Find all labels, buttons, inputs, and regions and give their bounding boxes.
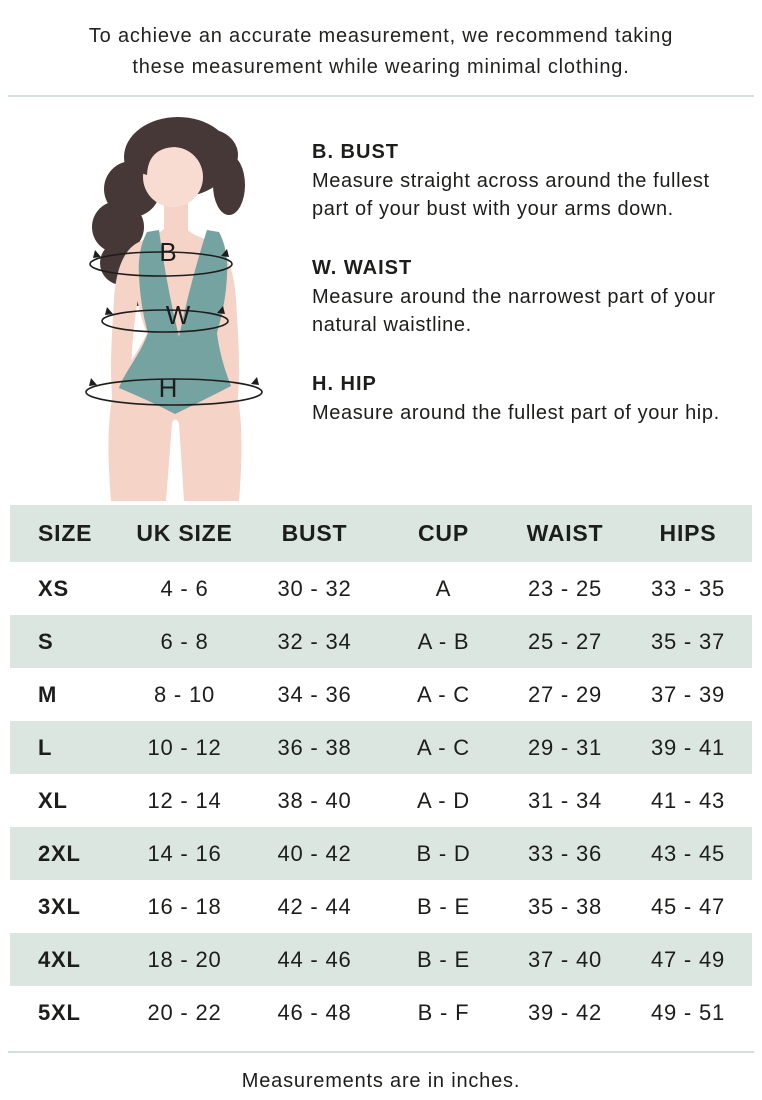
waist-section: [312, 257, 722, 339]
table-cell: 47 - 49: [650, 946, 726, 972]
table-cell: 45 - 47: [650, 893, 726, 919]
table-row: [10, 986, 752, 1039]
table-cell: 12 - 14: [147, 787, 222, 813]
table-cell: 4 - 6: [160, 575, 209, 601]
table-cell: 37 - 40: [527, 946, 603, 972]
table-row: [10, 562, 752, 615]
table-row: [10, 827, 752, 880]
waist-arrow-left: [105, 307, 113, 315]
table-cell: HIPS: [659, 520, 717, 546]
table-cell: 2XL: [38, 840, 81, 866]
table-cell: 4XL: [38, 946, 81, 972]
table-cell: B - F: [417, 999, 470, 1025]
table-row: [10, 721, 752, 774]
bust-arrow-left: [93, 250, 101, 258]
table-cell: 16 - 18: [147, 893, 222, 919]
hip-arrow-right: [251, 377, 259, 385]
table-cell: 33 - 36: [527, 840, 603, 866]
table-cell: L: [38, 734, 53, 760]
table-cell: A - B: [417, 628, 470, 654]
units-note: Measurements are in inches.: [241, 1070, 521, 1092]
table-cell: CUP: [418, 520, 469, 546]
table-cell: 46 - 48: [277, 999, 352, 1025]
table-cell: 8 - 10: [153, 681, 216, 707]
table-cell: 36 - 38: [277, 734, 352, 760]
measurement-guide-section: [0, 97, 762, 503]
table-cell: 27 - 29: [527, 681, 603, 707]
waist-description: Measure around the narrowest part of your natural waistline.: [312, 286, 716, 336]
table-cell: 39 - 41: [650, 734, 726, 760]
table-cell: 14 - 16: [147, 840, 222, 866]
intro-line-2: these measurement while wearing minimal clothing.: [132, 56, 630, 78]
table-cell: 10 - 12: [147, 734, 222, 760]
bust-section: [312, 141, 722, 223]
table-cell: B - D: [416, 840, 471, 866]
table-cell: S: [38, 628, 54, 654]
hip-section: [312, 373, 722, 427]
table-cell: 35 - 37: [650, 628, 726, 654]
hip-arrow-left: [89, 378, 97, 386]
table-cell: 25 - 27: [527, 628, 603, 654]
waist-heading: W. WAIST: [312, 257, 413, 279]
hip-heading: H. HIP: [312, 373, 377, 395]
hip-label: H: [158, 373, 178, 403]
table-cell: A: [435, 575, 452, 601]
table-cell: 34 - 36: [277, 681, 352, 707]
table-cell: 37 - 39: [650, 681, 726, 707]
table-row: [10, 774, 752, 827]
table-cell: 42 - 44: [277, 893, 352, 919]
table-cell: B - E: [417, 893, 470, 919]
table-cell: BUST: [281, 520, 348, 546]
size-table: [10, 505, 752, 1039]
table-cell: UK SIZE: [136, 520, 233, 546]
hip-description: Measure around the fullest part of your hip.: [312, 402, 720, 424]
table-cell: 30 - 32: [277, 575, 352, 601]
table-row: [10, 668, 752, 721]
table-cell: 32 - 34: [277, 628, 352, 654]
table-cell: 39 - 42: [527, 999, 603, 1025]
table-cell: 5XL: [38, 999, 81, 1025]
table-cell: 43 - 45: [650, 840, 726, 866]
intro-text: [0, 0, 762, 83]
table-cell: WAIST: [526, 520, 604, 546]
table-cell: 6 - 8: [160, 628, 209, 654]
table-cell: 29 - 31: [527, 734, 603, 760]
table-cell: 23 - 25: [527, 575, 603, 601]
measurement-instructions: [312, 111, 752, 503]
bust-description: Measure straight across around the fullest part of your bust with your arms down.: [312, 170, 710, 220]
table-cell: 20 - 22: [147, 999, 222, 1025]
table-cell: XS: [38, 575, 69, 601]
table-row: [10, 933, 752, 986]
table-cell: A - C: [417, 734, 470, 760]
table-cell: 41 - 43: [650, 787, 726, 813]
waist-label: W: [165, 300, 191, 330]
table-cell: 38 - 40: [277, 787, 352, 813]
table-cell: 33 - 35: [650, 575, 726, 601]
table-cell: 40 - 42: [277, 840, 352, 866]
table-row: [10, 880, 752, 933]
woman-figure-illustration: [62, 111, 312, 501]
table-cell: 31 - 34: [527, 787, 603, 813]
table-cell: A - D: [417, 787, 470, 813]
table-header-row: [10, 505, 752, 562]
measurement-figure: [62, 111, 312, 501]
table-cell: 49 - 51: [650, 999, 726, 1025]
table-cell: A - C: [417, 681, 470, 707]
table-cell: B - E: [417, 946, 470, 972]
intro-line-1: To achieve an accurate measurement, we recommend taking: [88, 25, 674, 47]
bust-heading: B. BUST: [312, 141, 399, 163]
table-row: [10, 615, 752, 668]
table-cell: 3XL: [38, 893, 81, 919]
table-cell: M: [38, 681, 58, 707]
table-cell: 44 - 46: [277, 946, 352, 972]
table-cell: 35 - 38: [527, 893, 603, 919]
bust-label: B: [159, 237, 177, 267]
table-cell: 18 - 20: [147, 946, 222, 972]
table-cell: SIZE: [38, 520, 93, 546]
table-cell: XL: [38, 787, 68, 813]
